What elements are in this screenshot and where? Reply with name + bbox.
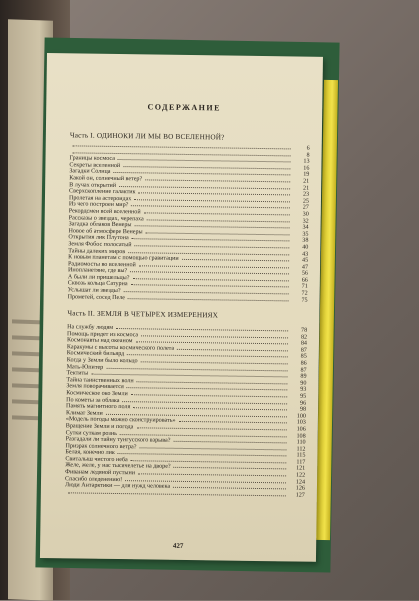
toc-entry-page: 32 — [302, 218, 309, 225]
part-1-toc — [68, 141, 310, 303]
toc-entry-page: 122 — [295, 472, 306, 479]
toc-entry-page: 86 — [300, 360, 307, 367]
part-2-toc — [65, 323, 307, 498]
toc-entry-page: 110 — [296, 439, 306, 446]
toc-leader-dots — [182, 255, 290, 262]
toc-entry-page: 43 — [302, 251, 309, 258]
toc-entry-title: Мать-Юпитер — [66, 363, 104, 371]
toc-entry-page: 19 — [303, 171, 310, 179]
toc-entry-title: Сквозь кольца Сатурна — [67, 280, 128, 288]
toc-entry-title: Вращение Земли и погода — [65, 423, 134, 431]
toc-entry-title: Прометей, сосед Пеле — [67, 293, 126, 301]
toc-entry-title: Разгадали ли тайну тунгусского взрыва? — [65, 436, 171, 444]
page-title: СОДЕРЖАНИЕ — [147, 102, 222, 113]
toc-entry-page: 87 — [300, 347, 307, 354]
toc-entry-page: 126 — [295, 485, 305, 492]
toc-entry-title: Инопланетяне, где вы? — [67, 267, 128, 275]
toc-entry-title: На службу людям — [67, 324, 114, 331]
toc-entry-title: Секреты вселенной — [69, 162, 121, 169]
toc-entry-title: Загадки Солнца — [69, 168, 111, 176]
toc-leader-dots — [173, 437, 286, 444]
toc-entry-page: 127 — [295, 492, 305, 499]
toc-entry-page: 66 — [301, 277, 308, 284]
toc-entry-page: 23 — [302, 191, 310, 198]
part-2-title: Часть II. ЗЕМЛЯ В ЧЕТЫРЕХ ИЗМЕРЕНИЯХ — [67, 309, 219, 320]
toc-entry-title: Белая, конечно лик — [65, 449, 115, 457]
toc-entry-title: Спасибо оледенению! — [65, 475, 123, 483]
toc-entry-title: Помощь придет из космоса — [67, 330, 139, 338]
page-number: 427 — [172, 541, 184, 550]
toc-entry-page: 38 — [302, 237, 309, 244]
toc-entry-page: 108 — [296, 433, 306, 440]
toc-entry-title: Фиванам ледяной пустыни — [65, 469, 136, 477]
toc-entry-title: Пролетая на астероидах — [68, 195, 132, 202]
toc-entry-page: 93 — [300, 386, 307, 393]
toc-entry-page: 95 — [300, 393, 307, 400]
toc-entry-title: Люди Антарктики — для нужд человека — [64, 482, 171, 491]
toc-entry-title: К новым планетам с помощью гравитации — [68, 254, 179, 262]
toc-entry-title: Рассказы о звездах, черепаха — [68, 214, 144, 222]
toc-entry-title: Сутки суткам рознь — [65, 429, 117, 437]
toc-entry-title: Каракумы с высоты космического полета — [66, 344, 175, 352]
toc-entry-title: Когда у Земли было кольцо — [66, 357, 138, 365]
toc-entry-page: 85 — [300, 353, 307, 361]
toc-entry-page: 87 — [300, 367, 307, 374]
toc-entry-title: Открытия лик Плутона — [68, 234, 129, 242]
toc-entry-title: Рекордсмен всей вселенной — [68, 208, 141, 216]
toc-entry-title: В лучах открытий — [69, 181, 117, 189]
toc-entry-page: 72 — [301, 290, 308, 297]
contents-page — [40, 53, 323, 562]
toc-entry-title: Границы космоса — [69, 155, 115, 163]
toc-entry-page: 75 — [301, 297, 308, 304]
toc-entry-page: 16 — [303, 165, 310, 172]
toc-entry-page: 84 — [300, 340, 308, 347]
part-1-title: Часть I. ОДИНОКИ ЛИ МЫ ВО ВСЕЛЕННОЙ? — [69, 131, 225, 142]
toc-entry-page: 96 — [300, 400, 307, 407]
toc-leader-dots — [179, 417, 287, 424]
toc-entry-title: Желе, желе, у нас тысячелетье на дворе? — [65, 462, 171, 471]
toc-entry-page: 71 — [301, 284, 308, 291]
toc-entry-page: 78 — [301, 327, 308, 334]
toc-entry-title: Земля Фобос полосатый — [68, 241, 132, 249]
toc-entry-title: «Модель погоды можно сконструировать» — [65, 416, 176, 425]
toc-leader-dots — [177, 345, 288, 352]
toc-leader-dots — [174, 463, 287, 470]
toc-entry-title: Какой он, солнечный ветер? — [69, 175, 143, 183]
toc-entry-page: 35 — [302, 231, 309, 238]
toc-entry-title: Космический бильярд — [66, 350, 125, 358]
toc-entry-title: А были ли пришельцы? — [67, 274, 130, 282]
toc-entry-title: Климат Земли — [65, 410, 103, 417]
toc-entry-page: 8 — [306, 152, 310, 159]
toc-entry-page: 103 — [296, 419, 306, 426]
toc-entry-title: Услышат ли звезды? — [67, 287, 121, 295]
toc-entry-page: 121 — [296, 465, 306, 473]
toc-entry-title: Тайна таинственных волн — [66, 377, 134, 384]
toc-entry-page: 90 — [300, 380, 307, 387]
toc-leader-dots — [128, 294, 289, 301]
toc-entry-page: 47 — [301, 264, 309, 271]
toc-entry-page: 106 — [296, 426, 306, 433]
toc-entry-title: Земля поворачивается — [66, 383, 124, 391]
toc-entry-title: Свиталыш чистого неба — [65, 456, 128, 464]
toc-entry-page: 21 — [303, 178, 310, 185]
toc-entry-title: По кометы за облака — [66, 396, 120, 404]
toc-entry-page: 56 — [301, 270, 308, 277]
toc-entry-page: 124 — [295, 479, 306, 486]
toc-entry-page: 98 — [299, 406, 307, 413]
toc-entry-page: 34 — [302, 224, 309, 231]
toc-entry-title: Тайны далеких миров — [68, 247, 126, 255]
toc-entry-page: 100 — [296, 413, 306, 420]
toc-entry-page: 82 — [300, 334, 308, 341]
toc-entry-page: 27 — [302, 204, 309, 212]
toc-entry-title: Новое об атмосфере Венеры — [68, 228, 143, 236]
toc-entry-page: 30 — [302, 211, 309, 218]
toc-entry-title: Космическое око Земли — [66, 390, 128, 398]
toc-entry-page: 115 — [296, 452, 306, 459]
toc-entry-page: 25 — [302, 198, 309, 205]
toc-entry-page: 6 — [306, 145, 310, 152]
toc-entry-title: Загадка облаков Венеры — [68, 221, 132, 229]
toc-leader-dots — [173, 483, 286, 490]
toc-entry-page: 117 — [296, 459, 306, 466]
toc-entry-title: Из чего построен мир? — [68, 201, 129, 209]
toc-entry-page: 112 — [296, 446, 306, 453]
toc-entry-page: 45 — [301, 257, 309, 264]
toc-entry-title: Тектиты — [66, 370, 89, 377]
toc-entry-title: Космонавты над океаном — [66, 337, 133, 345]
toc-entry-title: Сверхскопление галактик — [69, 188, 136, 196]
toc-entry-page: 21 — [303, 185, 310, 192]
toc-entry-title: Память магнитного поля — [66, 403, 131, 411]
toc-entry-page: 40 — [302, 244, 309, 251]
toc-entry-page: 13 — [303, 158, 310, 165]
toc-entry-page: 89 — [300, 373, 307, 380]
toc-entry-title: Призрак солнечного ветра? — [65, 442, 137, 450]
toc-entry-title: Радиомосты во вселенной — [68, 261, 136, 268]
